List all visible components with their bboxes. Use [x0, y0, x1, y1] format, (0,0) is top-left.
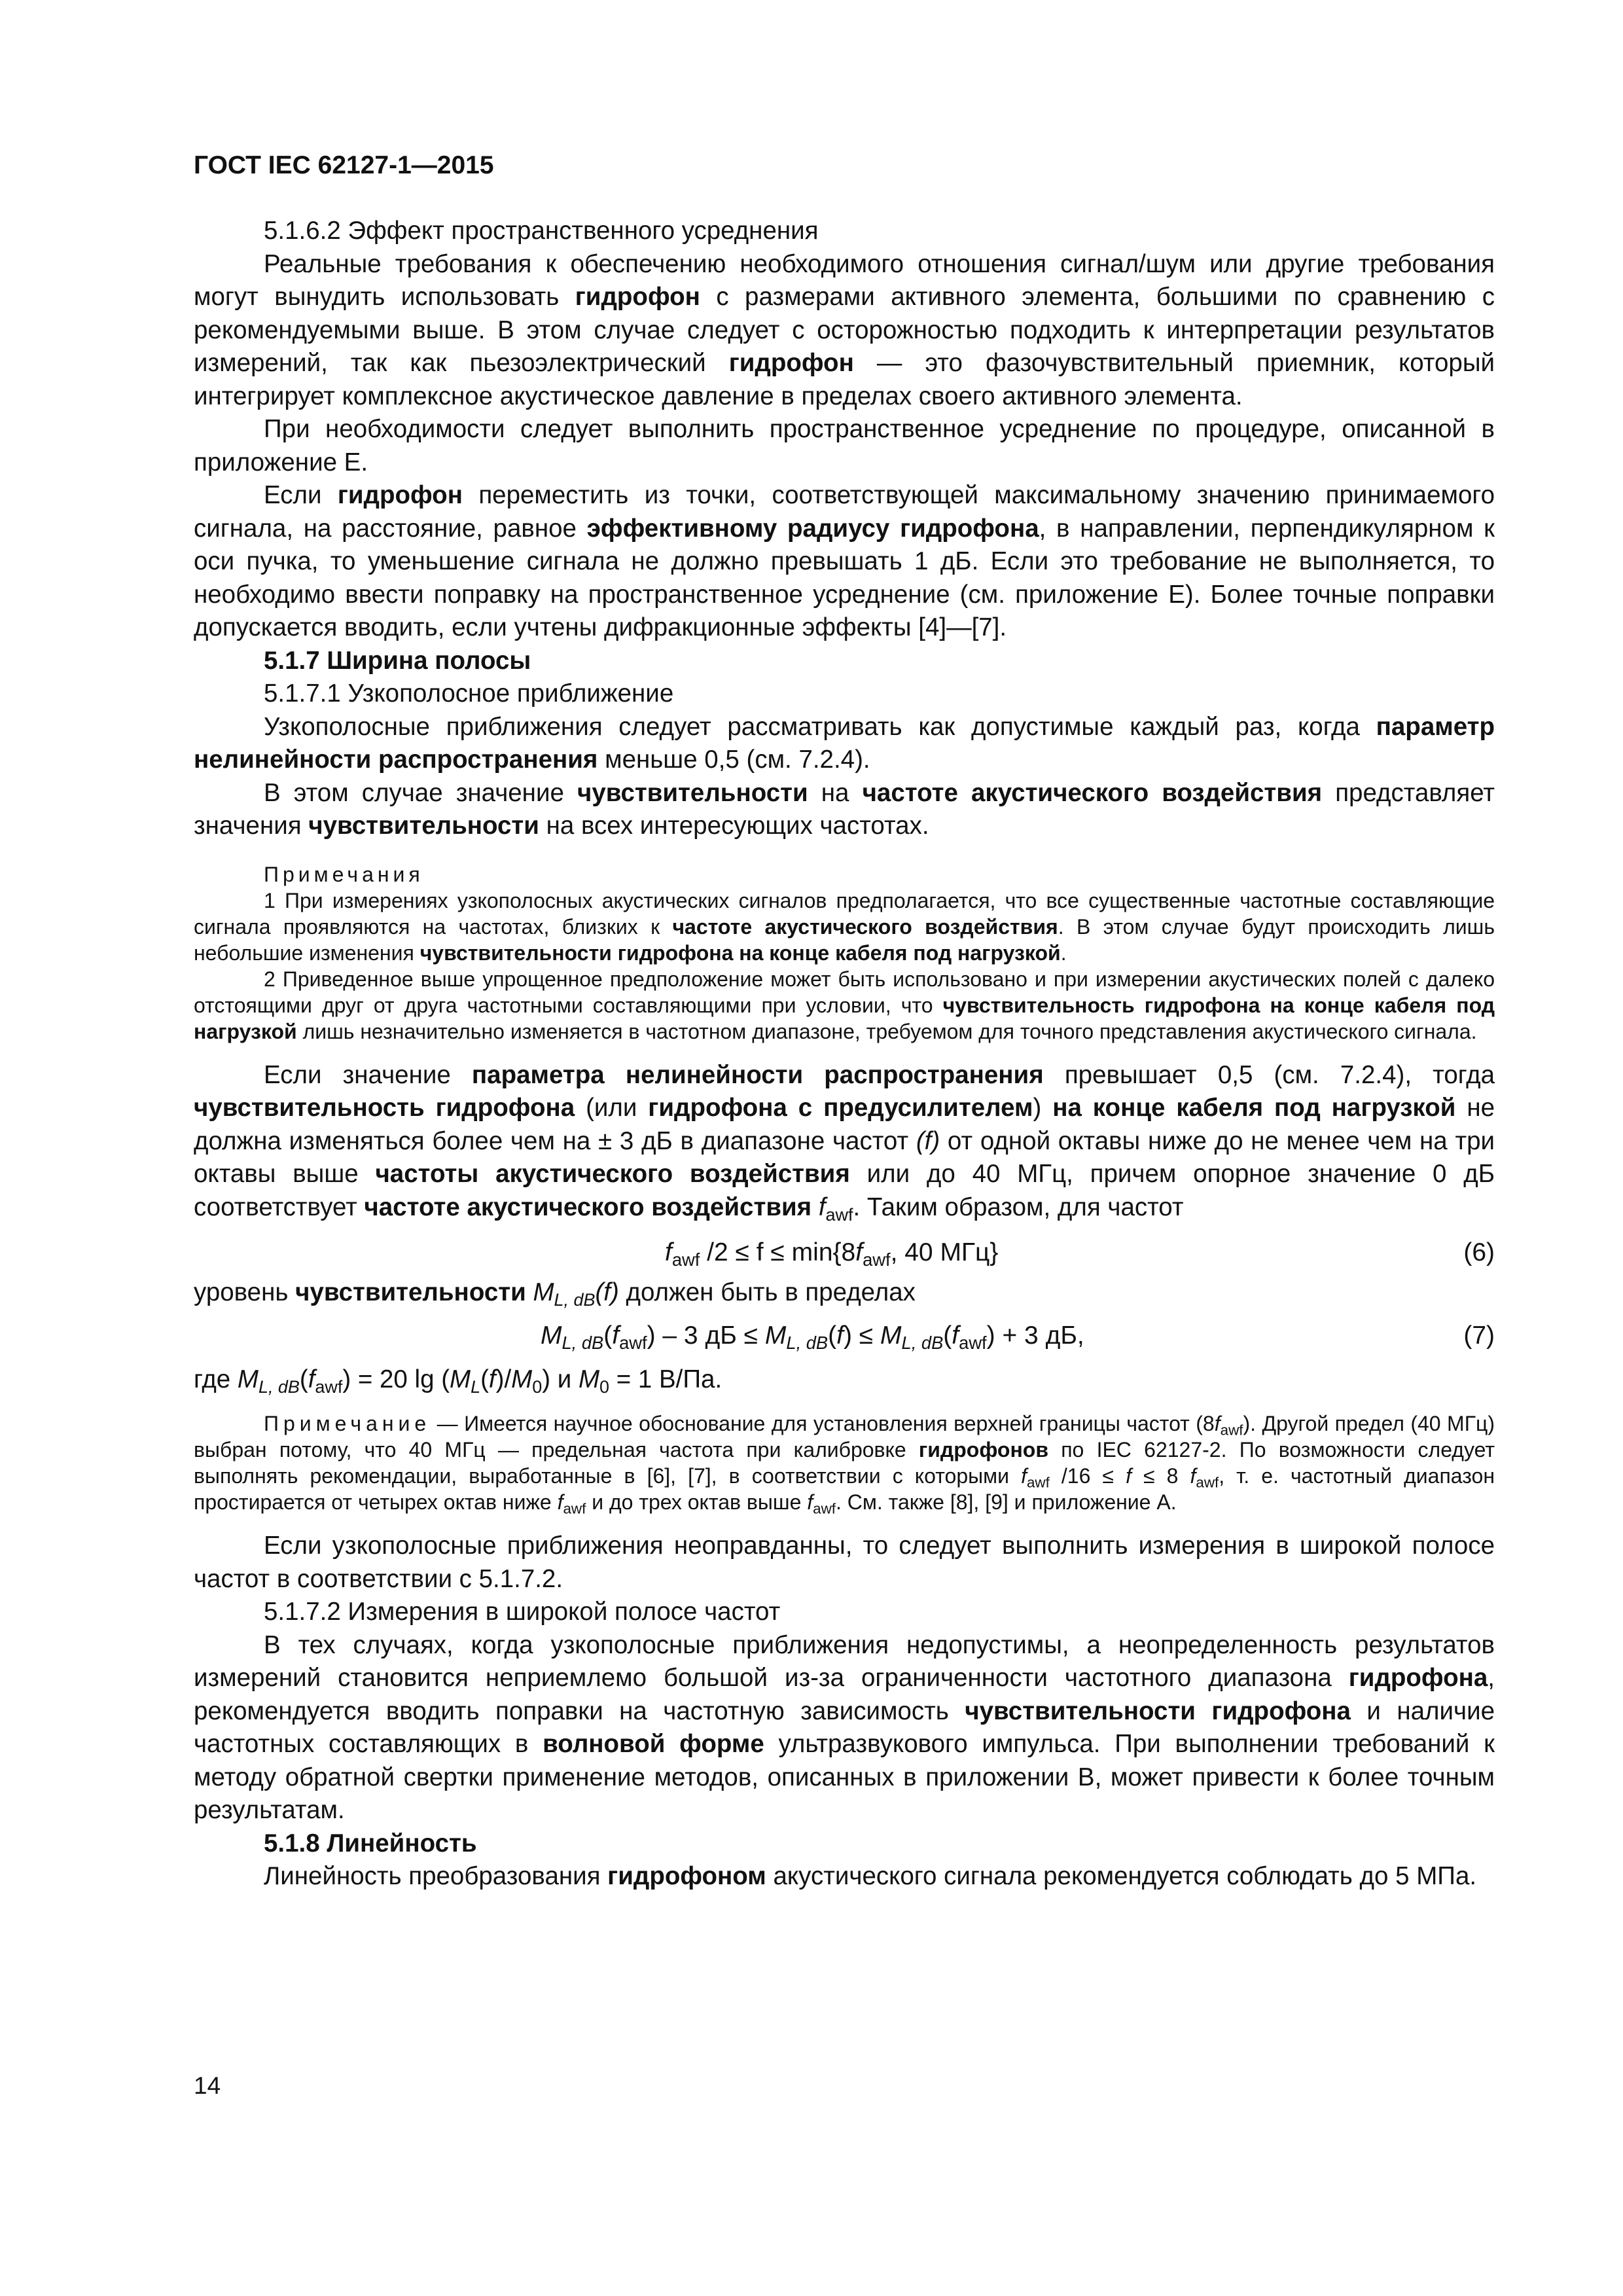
- document-header: ГОСТ IEC 62127-1—2015: [194, 151, 494, 179]
- section-5-1-7-2-title: 5.1.7.2 Измерения в широкой полосе частот: [264, 1598, 781, 1626]
- paragraph-4: Узкополосные приближения следует рассматривать как допустимые каждый раз, когда параметр нелинейности распространения меньше 0,5 (см. 7.2.4).: [194, 712, 1495, 774]
- paragraph-6: Если значение параметра нелинейности распространения превышает 0,5 (см. 7.2.4), тогда чувствительность гидрофона (или гидрофона с предусилителем) на конце кабеля под нагрузкой не должна изменяться более чем на ± 3 дБ в диапазоне частот (f) от одной октавы ниже до не менее чем на три октавы выше частоты акустического воздействия или до 40 МГц, причем опорное значение 0 дБ соответствует частоте акустического воздействия $f_{awf}$. Таким образом, для частот: [194, 1060, 1495, 1225]
- paragraph-1: Реальные требования к обеспечению необходимого отношения сигнал/шум или другие требования могут вынудить использовать гидрофон с размерами активного элемента, большими по сравнению с рекомендуемыми выше. В этом случае следует с осторожностью подходить к интерпретации результатов измерений, так как пьезоэлектрический гидрофон — это фазочувствительный приемник, который интегрирует комплексное акустическое давление в пределах своего активного элемента.: [194, 249, 1495, 410]
- formula-7: $M_{L, dB}(f_{awf}) - 3$ дБ ≤ $M_{L, dB}(f) \le M_{L, dB}(f_{awf}) + 3$ дБ, (7): [194, 1312, 1495, 1359]
- paragraph-11: Линейность преобразования гидрофоном акустического сигнала рекомендуется соблюдать до 5 МПа.: [264, 1862, 1477, 1890]
- section-5-1-8-title: 5.1.8 Линейность: [264, 1829, 477, 1857]
- note-2: 2 Приведенное выше упрощенное предположение может быть использовано и при измерении акустических полей с далеко отстоящими друг от друга частотными составляющими при условии, что чувствительность гидрофона на конце кабеля под нагрузкой лишь незначительно изменяется в частотном диапазоне, требуемом для точного представления акустического сигнала.: [194, 967, 1495, 1043]
- paragraph-10: В тех случаях, когда узкополосные приближения недопустимы, а неопределенность результатов измерений становится неприемлемо большой из-за ограниченности частотного диапазона гидрофона, рекомендуется вводить поправки на частотную зависимость чувствительности гидрофона и наличие частотных составляющих в волновой форме ультразвукового импульса. При выполнении требований к методу обратной свертки применение методов, описанных в приложении В, может привести к более точным результатам.: [194, 1630, 1495, 1824]
- section-5-1-6-2-title: 5.1.6.2 Эффект пространственного усреднения: [264, 217, 819, 245]
- paragraph-2: При необходимости следует выполнить пространственное усреднение по процедуре, описанной в приложение Е.: [194, 415, 1495, 476]
- formula-6: $f_{awf}$ $/2 \le f \le \min\{8f_{awf}$, 40 МГц} (6): [194, 1229, 1495, 1276]
- paragraph-7: уровень чувствительности $M_{L, dB}(f)$ должен быть в пределах: [194, 1278, 916, 1310]
- notes-heading: Примечания: [264, 862, 424, 886]
- page-number: 14: [194, 2072, 221, 2099]
- paragraph-8: где $M_{L, dB}(f_{awf}) = 20$ $\lg (M_L(f)/M_0)$ и $M_0 = 1$ В/Па.: [194, 1365, 722, 1397]
- note-1: 1 При измерениях узкополосных акустических сигналов предполагается, что все существенные частотные составляющие сигнала проявляются на частотах, близких к частоте акустического воздействия. В этом случае будут происходить лишь небольшие изменения чувствительности гидрофона на конце кабеля под нагрузкой.: [194, 888, 1495, 965]
- equation-number-6: (6): [1463, 1238, 1495, 1266]
- paragraph-5: В этом случае значение чувствительности на частоте акустического воздействия представляет значения чувствительности на всех интересующих частотах.: [194, 778, 1495, 840]
- section-5-1-7-title: 5.1.7 Ширина полосы: [264, 646, 531, 675]
- paragraph-9: Если узкополосные приближения неоправданны, то следует выполнить измерения в широкой полосе частот в соответствии с 5.1.7.2.: [194, 1532, 1495, 1593]
- equation-number-7: (7): [1463, 1321, 1495, 1350]
- page-content: [194, 149, 1495, 1893]
- paragraph-3: Если гидрофон переместить из точки, соответствующей максимальному значению принимаемого сигнала, на расстояние, равное эффективному радиусу гидрофона, в направлении, перпендикулярном к оси пучка, то уменьшение сигнала не должно превышать 1 дБ. Если это требование не выполняется, то необходимо ввести поправку на пространственное усреднение (см. приложение Е). Более точные поправки допускается вводить, если учтены дифракционные эффекты [4]—[7].: [194, 481, 1495, 641]
- note-3: Примечание — Имеется научное обоснование для установления верхней границы частот $(8f_{awf})$. Другой предел (40 МГц) выбран потому, что 40 МГц — предельная частота при калибровке гидрофонов по IEC 62127-2. По возможности следует выполнять рекомендации, выработанные в [6], [7], в соответствии с которыми $f_{awf}$ /16 ≤ f ≤ 8 $f_{awf}$, т. е. частотный диапазон простирается от четырех октав ниже $f_{awf}$ и до трех октав выше $f_{awf}$. См. также [8], [9] и приложение А.: [194, 1412, 1495, 1517]
- section-5-1-7-1-title: 5.1.7.1 Узкополосное приближение: [264, 679, 674, 708]
